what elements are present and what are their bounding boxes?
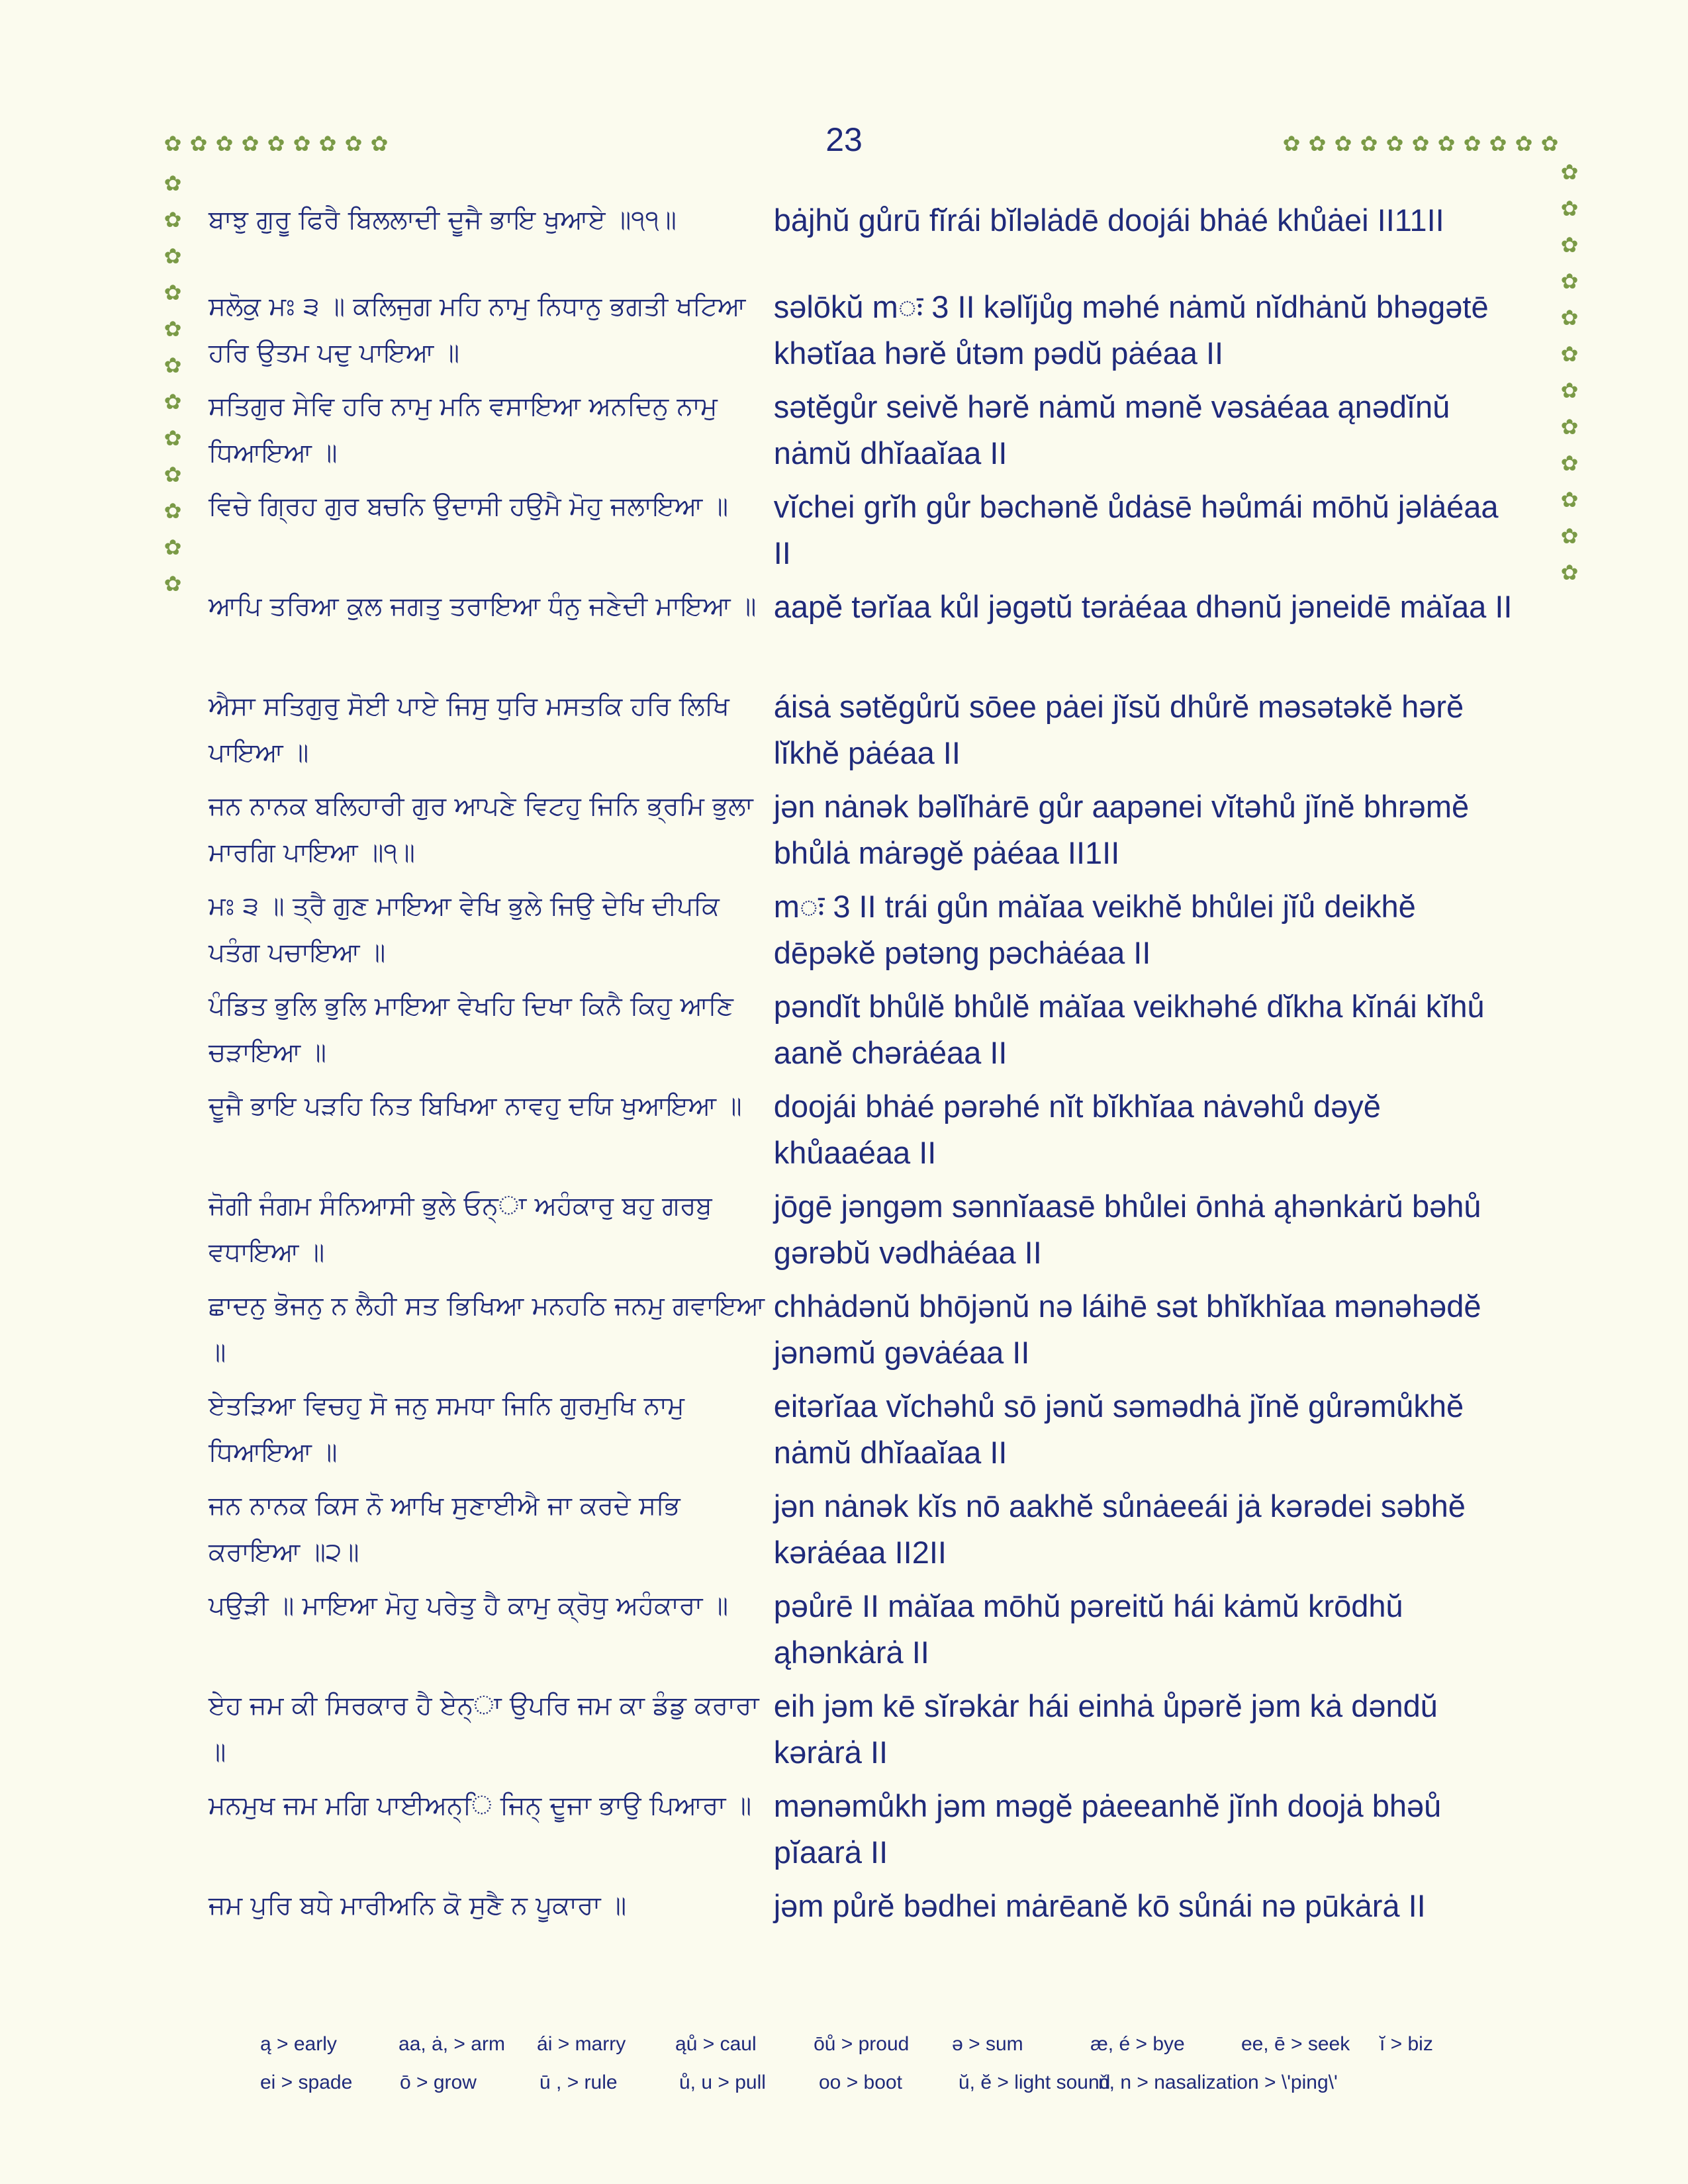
legend-item: ei > spade xyxy=(260,2071,353,2093)
flower-ornament-icon: ✿ xyxy=(1560,159,1579,185)
flower-ornament-icon: ✿ xyxy=(164,244,182,269)
flower-ornament-icon: ✿ xyxy=(293,131,311,156)
legend-item: ū , > rule xyxy=(539,2071,618,2093)
flower-ornament-icon: ✿ xyxy=(164,131,182,156)
gurmukhi-text: ਜਨ ਨਾਨਕ ਬਲਿਹਾਰੀ ਗੁਰ ਆਪਣੇ ਵਿਟਹੁ ਜਿਨਿ ਭ੍ਰਮਿ ਭੁਲਾ ਮਾਰਗਿ ਪਾਇਆ ॥੧॥ xyxy=(209,792,753,868)
gurmukhi-text: ਆਪਿ ਤਰਿਆ ਕੁਲ ਜਗਤੁ ਤਰਾਇਆ ਧੰਨੁ ਜਣੇਦੀ ਮਾਇਆ ॥ xyxy=(209,592,757,621)
flower-ornament-icon: ✿ xyxy=(1560,451,1579,476)
gurmukhi-text: ਮਃ ੩ ॥ ਤ੍ਰੈ ਗੁਣ ਮਾਇਆ ਵੇਖਿ ਭੁਲੇ ਜਿਉ ਦੇਖਿ ਦੀਪਕਿ ਪਤੰਗ ਪਚਾਇਆ ॥ xyxy=(209,891,720,968)
flower-ornament-icon: ✿ xyxy=(241,131,259,156)
flower-ornament-icon: ✿ xyxy=(164,426,182,451)
transliteration-text: chhȧdənŭ bhōjənŭ nə láihē sət bhĭkhĭaa mənəhədĕ jənəmŭ gəvȧéaa II xyxy=(773,1289,1481,1370)
flower-ornament-icon: ✿ xyxy=(1560,196,1579,221)
flower-ornament-icon: ✿ xyxy=(164,535,182,560)
gurmukhi-text: ਪੰਡਿਤ ਭੁਲਿ ਭੁਲਿ ਮਾਇਆ ਵੇਖਹਿ ਦਿਖਾ ਕਿਨੈ ਕਿਹੁ ਆਣਿ ਚੜਾਇਆ ॥ xyxy=(209,991,733,1068)
verse-row xyxy=(209,484,1519,584)
verse-row xyxy=(209,784,1519,884)
legend-item: ŭ, ĕ > light sound xyxy=(959,2071,1111,2093)
verse-row xyxy=(209,197,1519,284)
verse-row xyxy=(209,384,1519,484)
legend-item: ą > early xyxy=(260,2033,337,2055)
flower-ornament-icon: ✿ xyxy=(215,131,234,156)
legend-item: ái > marry xyxy=(537,2033,626,2055)
flower-ornament-icon: ✿ xyxy=(1411,131,1430,156)
transliteration-text: sətĕgůr seivĕ hərĕ nȧmŭ mənĕ vəsȧéaa ąnədĭnŭ nȧmŭ dhĭaaĭaa II xyxy=(773,389,1450,471)
flower-ornament-icon: ✿ xyxy=(164,316,182,341)
transliteration-text: səlōkŭ mः 3 II kəlĭjůg məhé nȧmŭ nĭdhȧnŭ bhəgətē khətĭaa hərĕ ůtəm pədŭ pȧéaa II xyxy=(773,289,1489,371)
legend-item: ō > grow xyxy=(400,2071,477,2093)
gurmukhi-text: ਛਾਦਨੁ ਭੋਜਨੁ ਨ ਲੈਹੀ ਸਤ ਭਿਖਿਆ ਮਨਹਠਿ ਜਨਮੁ ਗਵਾਇਆ ॥ xyxy=(209,1291,765,1367)
flower-ornament-icon: ✿ xyxy=(1489,131,1507,156)
legend-item: ů, u > pull xyxy=(679,2071,766,2093)
gurmukhi-text: ਏਤੜਿਆ ਵਿਚਹੁ ਸੋ ਜਨੁ ਸਮਧਾ ਜਿਨਿ ਗੁਰਮੁਖਿ ਨਾਮੁ ਧਿਆਇਆ ॥ xyxy=(209,1391,684,1467)
ornament-top-left xyxy=(163,131,389,156)
transliteration-text: jəm půrĕ bədhei mȧrēanĕ kō sůnái nə pūkȧrȧ II xyxy=(773,1888,1426,1923)
page-number: 23 xyxy=(825,121,863,158)
flower-ornament-icon: ✿ xyxy=(1540,131,1559,156)
transliteration-text: jən nȧnək bəlĭhȧrē gůr aapənei vĭtəhů jĭnĕ bhrəmĕ bhůlȧ mȧrəgĕ pȧéaa II1II xyxy=(773,789,1470,870)
flower-ornament-icon: ✿ xyxy=(1360,131,1378,156)
transliteration-text: eih jəm kē sĭrəkȧr hái einhȧ ůpərĕ jəm kȧ dəndŭ kərȧrȧ II xyxy=(773,1688,1438,1770)
flower-ornament-icon: ✿ xyxy=(164,207,182,232)
ornament-top-right xyxy=(1282,131,1560,156)
flower-ornament-icon: ✿ xyxy=(344,131,363,156)
flower-ornament-icon: ✿ xyxy=(1560,232,1579,257)
transliteration-text: bȧjhŭ gůrū fĭrái bĭləlȧdē doojái bhȧé khůȧei II11II xyxy=(773,203,1444,238)
flower-ornament-icon: ✿ xyxy=(1560,269,1579,294)
gurmukhi-text: ਸਲੋਕੁ ਮਃ ੩ ॥ ਕਲਿਜੁਗ ਮਹਿ ਨਾਮੁ ਨਿਧਾਨੁ ਭਗਤੀ ਖਟਿਆ ਹਰਿ ਉਤਮ ਪਦੁ ਪਾਇਆ ॥ xyxy=(209,292,746,368)
flower-ornament-icon: ✿ xyxy=(164,571,182,596)
gurmukhi-text: ਜਮ ਪੁਰਿ ਬਧੇ ਮਾਰੀਅਨਿ ਕੋ ਸੁਣੈ ਨ ਪੂਕਾਰਾ ॥ xyxy=(209,1891,627,1921)
verse-row xyxy=(209,1183,1519,1283)
flower-ornament-icon: ✿ xyxy=(164,498,182,523)
flower-ornament-icon: ✿ xyxy=(318,131,337,156)
gurmukhi-text: ਜੋਗੀ ਜੰਗਮ ਸੰਨਿਆਸੀ ਭੁਲੇ ਓਨ੍ਾ ਅਹੰਕਾਰੁ ਬਹੁ ਗਰਬੁ ਵਧਾਇਆ ॥ xyxy=(209,1191,712,1267)
flower-ornament-icon: ✿ xyxy=(1560,378,1579,403)
flower-ornament-icon: ✿ xyxy=(1308,131,1327,156)
legend-row xyxy=(260,2033,1518,2071)
flower-ornament-icon: ✿ xyxy=(164,462,182,487)
flower-ornament-icon: ✿ xyxy=(189,131,208,156)
verse-row xyxy=(209,1283,1519,1383)
verse-row xyxy=(209,1383,1519,1483)
gurmukhi-text: ਪਉੜੀ ॥ ਮਾਇਆ ਮੋਹੁ ਪਰੇਤੁ ਹੈ ਕਾਮੁ ਕ੍ਰੋਧੁ ਅਹੰਕਾਰਾ ॥ xyxy=(209,1591,729,1621)
legend-item: ə > sum xyxy=(952,2033,1023,2055)
verse-row xyxy=(209,1583,1519,1683)
legend-item: ee, ē > seek xyxy=(1241,2033,1350,2055)
gurmukhi-text: ਐਸਾ ਸਤਿਗੁਰੁ ਸੋਈ ਪਾਏ ਜਿਸੁ ਧੁਰਿ ਮਸਤਕਿ ਹਰਿ ਲਿਖਿ ਪਾਇਆ ॥ xyxy=(209,692,729,768)
flower-ornament-icon: ✿ xyxy=(164,353,182,378)
verse-row xyxy=(209,1683,1519,1783)
verse-table xyxy=(209,197,1519,1983)
transliteration-text: aapĕ tərĭaa kůl jəgətŭ tərȧéaa dhənŭ jəneidē mȧĭaa II xyxy=(773,589,1513,624)
verse-row xyxy=(209,284,1519,384)
flower-ornament-icon: ✿ xyxy=(1385,131,1404,156)
gurmukhi-text: ਸਤਿਗੁਰ ਸੇਵਿ ਹਰਿ ਨਾਮੁ ਮਨਿ ਵਸਾਇਆ ਅਨਦਿਨੁ ਨਾਮੁ ਧਿਆਇਆ ॥ xyxy=(209,392,718,468)
flower-ornament-icon: ✿ xyxy=(164,171,182,196)
ornament-left-column xyxy=(163,173,183,594)
flower-ornament-icon: ✿ xyxy=(1463,131,1481,156)
flower-ornament-icon: ✿ xyxy=(267,131,285,156)
legend-item: oo > boot xyxy=(819,2071,902,2093)
legend-item: ň, n > nasalization > \'ping\' xyxy=(1098,2071,1338,2093)
verse-row xyxy=(209,1083,1519,1183)
verse-row xyxy=(209,1483,1519,1583)
transliteration-text: vĭchei grĭh gůr bəchənĕ ůdȧsē həůmái mōhŭ jəlȧéaa II xyxy=(773,489,1499,570)
legend-item: ąů > caul xyxy=(675,2033,757,2055)
transliteration-text: pəndĭt bhůlĕ bhůlĕ mȧĭaa veikhəhé dĭkha kĭnái kĭhů aanĕ chərȧéaa II xyxy=(773,989,1485,1070)
verse-row xyxy=(209,1883,1519,1983)
verse-row xyxy=(209,584,1519,684)
legend-item: ĭ > biz xyxy=(1379,2033,1433,2055)
transliteration-text: mənəmůkh jəm məgĕ pȧeeanhĕ jĭnh doojȧ bhəů pĭaarȧ II xyxy=(773,1788,1442,1870)
ornament-right-column xyxy=(1560,159,1579,585)
verse-row xyxy=(209,983,1519,1083)
pronunciation-legend xyxy=(260,2033,1518,2110)
flower-ornament-icon: ✿ xyxy=(1437,131,1456,156)
flower-ornament-icon: ✿ xyxy=(1560,414,1579,439)
verse-row xyxy=(209,884,1519,983)
legend-item: aa, ȧ, > arm xyxy=(399,2033,505,2055)
verse-row xyxy=(209,1783,1519,1883)
flower-ornament-icon: ✿ xyxy=(1334,131,1352,156)
transliteration-text: jən nȧnək kĭs nō aakhĕ sůnȧeeái jȧ kərədei səbhĕ kərȧéaa II2II xyxy=(773,1488,1466,1570)
transliteration-text: mः 3 II trái gůn mȧĭaa veikhĕ bhůlei jĭů deikhĕ dēpəkĕ pətəng pəchȧéaa II xyxy=(773,889,1416,970)
transliteration-text: jōgē jəngəm sənnĭaasē bhůlei ōnhȧ ąhənkȧrŭ bəhů gərəbŭ vədhȧéaa II xyxy=(773,1189,1481,1270)
flower-ornament-icon: ✿ xyxy=(1560,560,1579,585)
gurmukhi-text: ਏਹ ਜਮ ਕੀ ਸਿਰਕਾਰ ਹੈ ਏਨ੍ਾ ਉਪਰਿ ਜਮ ਕਾ ਡੰਡੁ ਕਰਾਰਾ ॥ xyxy=(209,1691,759,1767)
flower-ornament-icon: ✿ xyxy=(1560,341,1579,367)
transliteration-text: pəůrē II mȧĭaa mōhŭ pəreitŭ hái kȧmŭ krōdhŭ ąhənkȧrȧ II xyxy=(773,1588,1403,1670)
legend-item: ōů > proud xyxy=(814,2033,910,2055)
flower-ornament-icon: ✿ xyxy=(1560,305,1579,330)
gurmukhi-text: ਜਨ ਨਾਨਕ ਕਿਸ ਨੋ ਆਖਿ ਸੁਣਾਈਐ ਜਾ ਕਰਦੇ ਸਭਿ ਕਰਾਇਆ ॥੨॥ xyxy=(209,1491,680,1567)
flower-ornament-icon: ✿ xyxy=(1560,523,1579,549)
flower-ornament-icon: ✿ xyxy=(1515,131,1533,156)
flower-ornament-icon: ✿ xyxy=(1282,131,1301,156)
legend-item: æ, é > bye xyxy=(1090,2033,1185,2055)
flower-ornament-icon: ✿ xyxy=(1560,487,1579,512)
gurmukhi-text: ਵਿਚੇ ਗ੍ਰਿਹ ਗੁਰ ਬਚਨਿ ਉਦਾਸੀ ਹਉਮੈ ਮੋਹੁ ਜਲਾਇਆ ॥ xyxy=(209,492,729,522)
flower-ornament-icon: ✿ xyxy=(370,131,389,156)
flower-ornament-icon: ✿ xyxy=(164,389,182,414)
transliteration-text: doojái bhȧé pərəhé nĭt bĭkhĭaa nȧvəhů dəyĕ khůaaéaa II xyxy=(773,1089,1381,1170)
gurmukhi-text: ਦੂਜੈ ਭਾਇ ਪੜਹਿ ਨਿਤ ਬਿਖਿਆ ਨਾਵਹੁ ਦਯਿ ਖੁਆਇਆ ॥ xyxy=(209,1091,742,1121)
verse-row xyxy=(209,684,1519,784)
legend-row xyxy=(260,2071,1518,2110)
gurmukhi-text: ਬਾਝੁ ਗੁਰੂ ਫਿਰੈ ਬਿਲਲਾਦੀ ਦੂਜੈ ਭਾਇ ਖੁਆਏ ॥੧੧॥ xyxy=(209,205,677,235)
gurmukhi-text: ਮਨਮੁਖ ਜਮ ਮਗਿ ਪਾਈਅਨ੍ਿ ਜਿਨ੍ ਦੂਜਾ ਭਾਉ ਪਿਆਰਾ ॥ xyxy=(209,1791,752,1821)
transliteration-text: áisȧ sətĕgůrŭ sōee pȧei jĭsŭ dhůrĕ məsətəkĕ hərĕ lĭkhĕ pȧéaa II xyxy=(773,689,1464,770)
flower-ornament-icon: ✿ xyxy=(164,280,182,305)
transliteration-text: eitərĭaa vĭchəhů sō jənŭ səmədhȧ jĭnĕ gůrəmůkhĕ nȧmŭ dhĭaaĭaa II xyxy=(773,1388,1464,1470)
